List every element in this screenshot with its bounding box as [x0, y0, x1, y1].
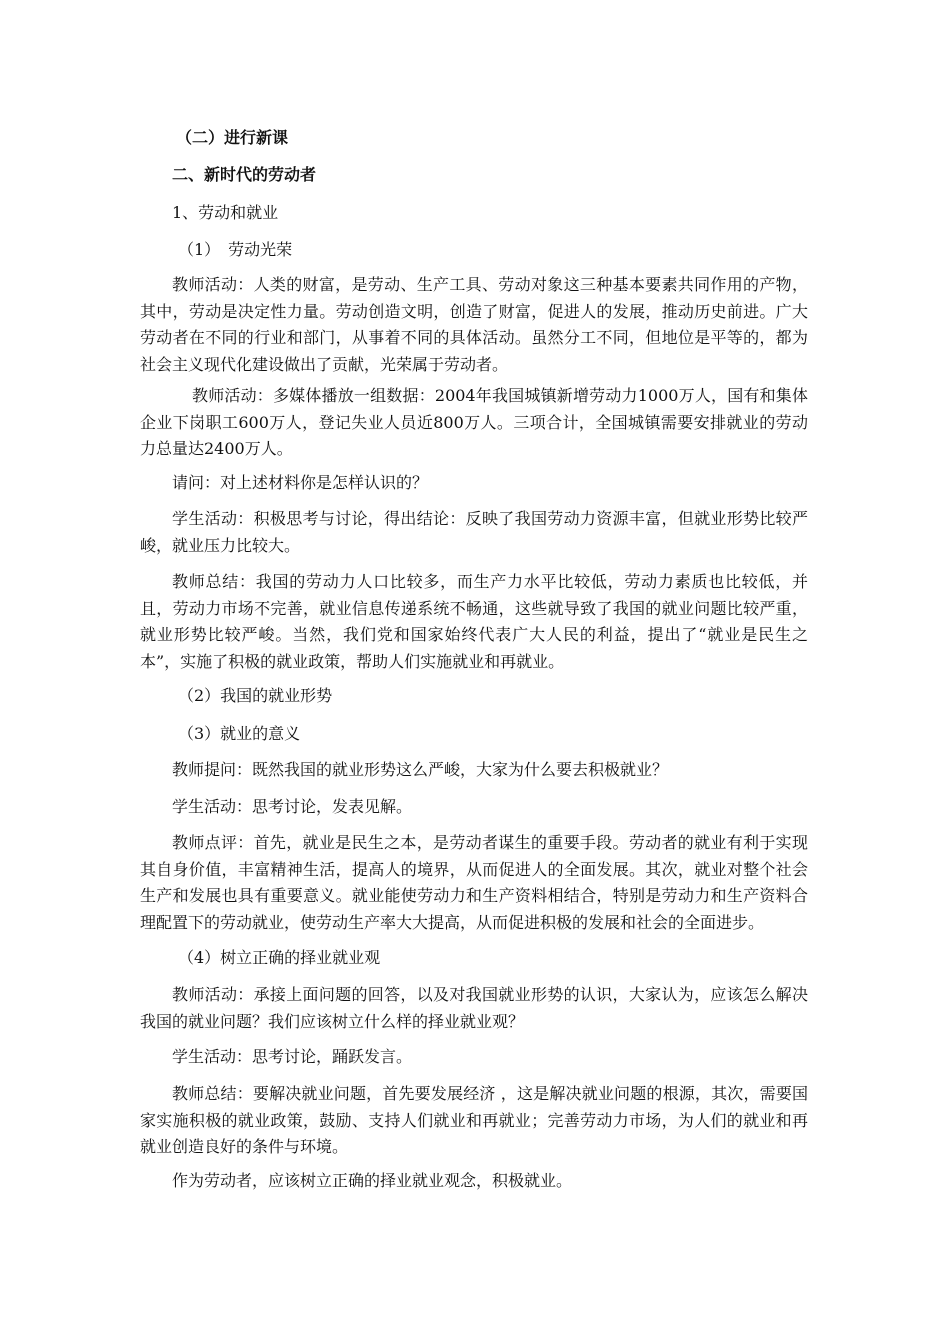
body-paragraph: 教师活动：多媒体播放一组数据：2004年我国城镇新增劳动力1000万人，国有和集体企业下岗职工600万人，登记失业人员近800万人。三项合计，全国城镇需要安排就业的劳动力总量达2400万人。	[140, 386, 808, 458]
body-paragraph: 学生活动：思考讨论，踊跃发言。	[172, 1047, 413, 1066]
section-heading: （二）进行新课	[176, 128, 289, 147]
subsection-heading: 1、劳动和就业	[172, 203, 279, 222]
body-paragraph: 教师活动：承接上面问题的回答，以及对我国就业形势的认识，大家认为，应该怎么解决我国的就业问题？我们应该树立什么样的择业就业观？	[140, 985, 808, 1031]
item-heading: （1） 劳动光荣	[178, 240, 293, 259]
body-paragraph: 教师活动：人类的财富，是劳动、生产工具、劳动对象这三种基本要素共同作用的产物，其中，劳动是决定性力量。劳动创造文明，创造了财富，促进人的发展，推动历史前进。广大劳动者在不同的行业和部门，从事着不同的具体活动。虽然分工不同，但地位是平等的，都为社会主义现代化建设做出了贡献，光荣属于劳动者。	[140, 275, 808, 374]
body-paragraph: 教师提问：既然我国的就业形势这么严峻，大家为什么要去积极就业？	[172, 760, 669, 779]
chapter-heading: 二、新时代的劳动者	[172, 165, 317, 184]
item-heading: （2）我国的就业形势	[178, 686, 333, 705]
item-heading: （4）树立正确的择业就业观	[178, 948, 381, 967]
body-paragraph: 学生活动：积极思考与讨论，得出结论：反映了我国劳动力资源丰富，但就业形势比较严峻，就业压力比较大。	[140, 509, 808, 555]
item-heading: （3）就业的意义	[178, 724, 301, 743]
body-paragraph: 教师总结：要解决就业问题，首先要发展经济 ，这是解决就业问题的根源，其次，需要国家实施积极的就业政策，鼓励、支持人们就业和再就业；完善劳动力市场，为人们的就业和再就业创造良好的条件与环境。	[140, 1084, 808, 1156]
body-paragraph: 教师点评：首先，就业是民生之本，是劳动者谋生的重要手段。劳动者的就业有利于实现其自身价值，丰富精神生活，提高人的境界，从而促进人的全面发展。其次，就业对整个社会生产和发展也具有重要意义。就业能使劳动力和生产资料相结合，特别是劳动力和生产资料合理配置下的劳动就业，使劳动生产率大大提高，从而促进积极的发展和社会的全面进步。	[140, 833, 808, 932]
body-paragraph: 学生活动：思考讨论，发表见解。	[172, 797, 413, 816]
body-paragraph: 请问：对上述材料你是怎样认识的？	[172, 473, 429, 492]
body-paragraph: 作为劳动者，应该树立正确的择业就业观念，积极就业。	[172, 1171, 573, 1190]
body-paragraph: 教师总结：我国的劳动力人口比较多，而生产力水平比较低，劳动力素质也比较低，并且，劳动力市场不完善，就业信息传递系统不畅通，这些就导致了我国的就业问题比较严重，就业形势比较严峻。当然，我们党和国家始终代表广大人民的利益，提出了“就业是民生之本”，实施了积极的就业政策，帮助人们实施就业和再就业。	[140, 572, 808, 671]
